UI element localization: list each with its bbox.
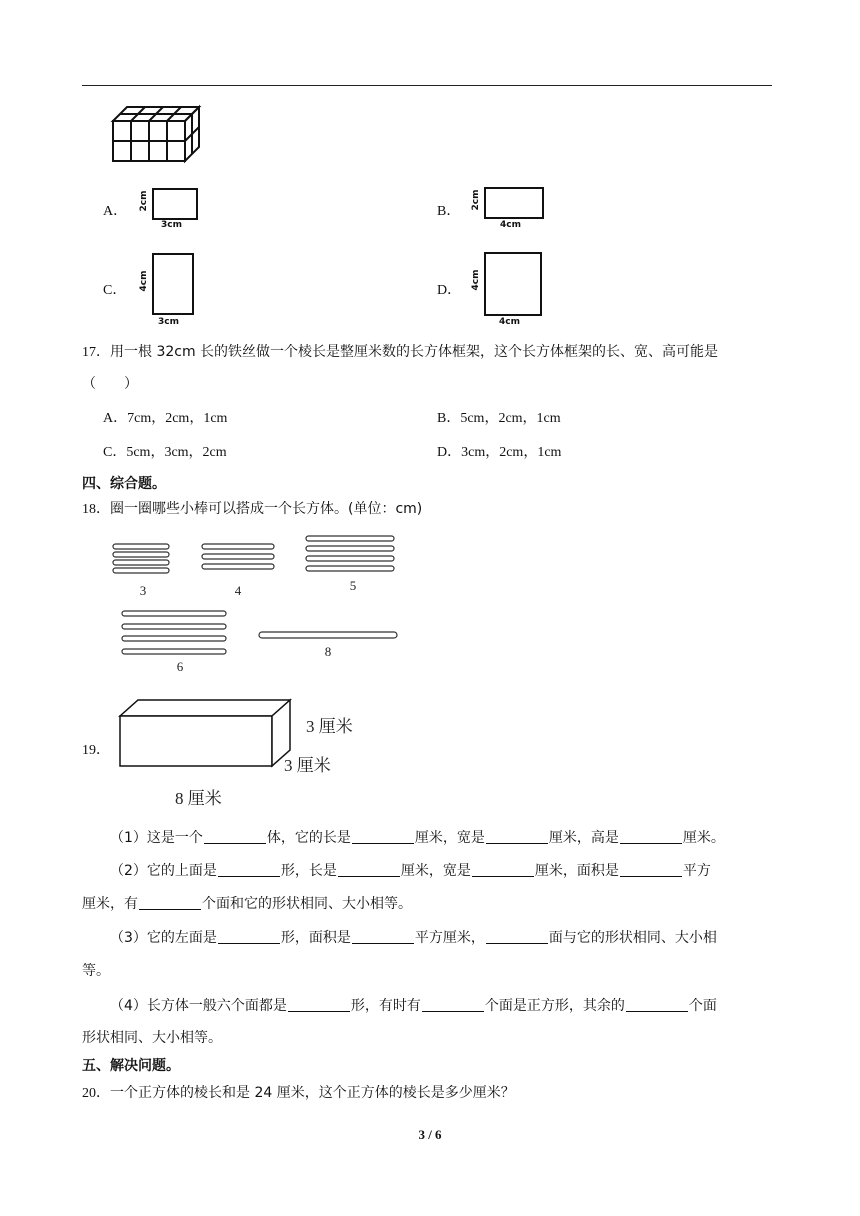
q16-option-d-label[interactable]: D． bbox=[437, 283, 462, 298]
q20-text: 一个正方体的棱长和是 24 厘米，这个正方体的棱长是多少厘米？ bbox=[110, 1085, 515, 1101]
stick-label-6: 6 bbox=[176, 659, 184, 674]
blank[interactable] bbox=[620, 862, 682, 877]
q16-option-d-rect bbox=[484, 252, 542, 316]
q19-p2-c: 厘米，宽是 bbox=[400, 863, 471, 879]
q19-p4-d: 个面 bbox=[688, 998, 717, 1014]
q19-p4-c: 个面是正方形，其余的 bbox=[484, 998, 625, 1014]
q18-text: 圈一圈哪些小棒可以搭成一个长方体。(单位：cm) bbox=[110, 501, 423, 517]
q19-part4-line2: 形状相同、大小相等。 bbox=[82, 1030, 222, 1046]
q19-p4-b: 形，有时有 bbox=[350, 998, 421, 1014]
cuboid-length-label: 8 厘米 bbox=[175, 789, 222, 808]
q19-p1-c: 厘米，宽是 bbox=[414, 830, 485, 846]
section-4-heading: 四、综合题。 bbox=[82, 476, 166, 492]
q17-number: 17． bbox=[82, 345, 110, 360]
q16-option-a-rect bbox=[152, 188, 198, 220]
blank[interactable] bbox=[626, 997, 688, 1012]
q17-option-d[interactable]: D．3cm，2cm，1cm bbox=[437, 445, 562, 460]
q19-p1-e: 厘米。 bbox=[682, 830, 725, 846]
stick-label-3: 3 bbox=[139, 583, 147, 598]
q19-p3-a: （3）它的左面是 bbox=[110, 930, 217, 946]
q19-p2-f: 厘米，有 bbox=[82, 896, 138, 912]
stick-label-4: 4 bbox=[234, 583, 242, 598]
blank[interactable] bbox=[422, 997, 484, 1012]
q19-part3-line2: 等。 bbox=[82, 963, 110, 979]
q19-p3-d: 面与它的形状相同、大小相 bbox=[548, 930, 717, 946]
q19-part3-line1 bbox=[110, 929, 717, 947]
blank[interactable] bbox=[486, 829, 548, 844]
q16-option-b-label[interactable]: B． bbox=[437, 204, 461, 219]
blank[interactable] bbox=[486, 929, 548, 944]
blank[interactable] bbox=[352, 929, 414, 944]
q19-p2-b: 形，长是 bbox=[280, 863, 337, 879]
q18-number: 18． bbox=[82, 502, 110, 517]
q16-option-c-label[interactable]: C． bbox=[103, 283, 127, 298]
blank[interactable] bbox=[288, 997, 350, 1012]
q19-part2-line1 bbox=[110, 862, 711, 880]
q19-p2-g: 个面和它的形状相同、大小相等。 bbox=[202, 896, 412, 912]
q19-part4-line1 bbox=[110, 997, 717, 1015]
blank[interactable] bbox=[218, 929, 280, 944]
q19-p2-d: 厘米，面积是 bbox=[534, 863, 619, 879]
page-number: 3 / 6 bbox=[418, 1127, 442, 1142]
blank[interactable] bbox=[620, 829, 682, 844]
cuboid-height-label: 3 厘米 bbox=[306, 717, 353, 736]
q16-option-d-width-label: 4cm bbox=[499, 317, 520, 327]
blank[interactable] bbox=[204, 829, 266, 844]
q19-p2-e: 平方 bbox=[682, 863, 711, 879]
q18-question bbox=[82, 500, 422, 519]
q17-option-c[interactable]: C．5cm，3cm，2cm bbox=[103, 445, 227, 460]
blank[interactable] bbox=[139, 895, 201, 910]
q19-p1-d: 厘米，高是 bbox=[548, 830, 619, 846]
blank[interactable] bbox=[218, 862, 280, 877]
cube-stack-figure bbox=[110, 104, 202, 164]
cuboid-figure bbox=[118, 696, 368, 811]
q16-option-a-width-label: 3cm bbox=[161, 220, 182, 230]
q16-option-b-rect bbox=[484, 187, 544, 219]
stick-label-8: 8 bbox=[324, 644, 332, 659]
q19-p2-a: （2）它的上面是 bbox=[110, 863, 217, 879]
q16-option-b-height-label: 2cm bbox=[471, 189, 481, 211]
q17-option-b[interactable]: B．5cm，2cm，1cm bbox=[437, 411, 561, 426]
q19-p1-a: （1）这是一个 bbox=[110, 830, 203, 846]
sticks-figure bbox=[110, 532, 410, 677]
q17-option-a[interactable]: A．7cm，2cm，1cm bbox=[103, 411, 228, 426]
q16-option-c-width-label: 3cm bbox=[158, 317, 179, 327]
q19-p4-a: （4）长方体一般六个面都是 bbox=[110, 998, 287, 1014]
q16-option-d-height-label: 4cm bbox=[471, 269, 481, 291]
header-rule bbox=[82, 85, 772, 86]
q20-question bbox=[82, 1084, 515, 1103]
q19-part2-line2 bbox=[82, 895, 412, 913]
q19-p3-b: 形，面积是 bbox=[280, 930, 351, 946]
q17-text: 用一根 32cm 长的铁丝做一个棱长是整厘米数的长方体框架，这个长方体框架的长、宽、高可能是 bbox=[110, 344, 719, 360]
blank[interactable] bbox=[472, 862, 534, 877]
q16-option-a-label[interactable]: A． bbox=[103, 204, 128, 219]
q17-answer-paren: （ ） bbox=[82, 376, 138, 392]
q17-question bbox=[82, 343, 718, 362]
q19-p3-c: 平方厘米， bbox=[414, 930, 485, 946]
q16-option-a-height-label: 2cm bbox=[139, 190, 149, 212]
q16-option-c-rect bbox=[152, 253, 194, 315]
q16-option-b-width-label: 4cm bbox=[500, 220, 521, 230]
stick-label-5: 5 bbox=[349, 578, 357, 593]
q20-number: 20． bbox=[82, 1086, 110, 1101]
q19-number: 19． bbox=[82, 743, 110, 758]
blank[interactable] bbox=[338, 862, 400, 877]
q16-option-c-height-label: 4cm bbox=[139, 270, 149, 292]
cuboid-width-label: 3 厘米 bbox=[284, 756, 331, 775]
blank[interactable] bbox=[352, 829, 414, 844]
q19-part1 bbox=[110, 829, 725, 847]
q19-p1-b: 体，它的长是 bbox=[266, 830, 351, 846]
section-5-heading: 五、解决问题。 bbox=[82, 1058, 180, 1074]
